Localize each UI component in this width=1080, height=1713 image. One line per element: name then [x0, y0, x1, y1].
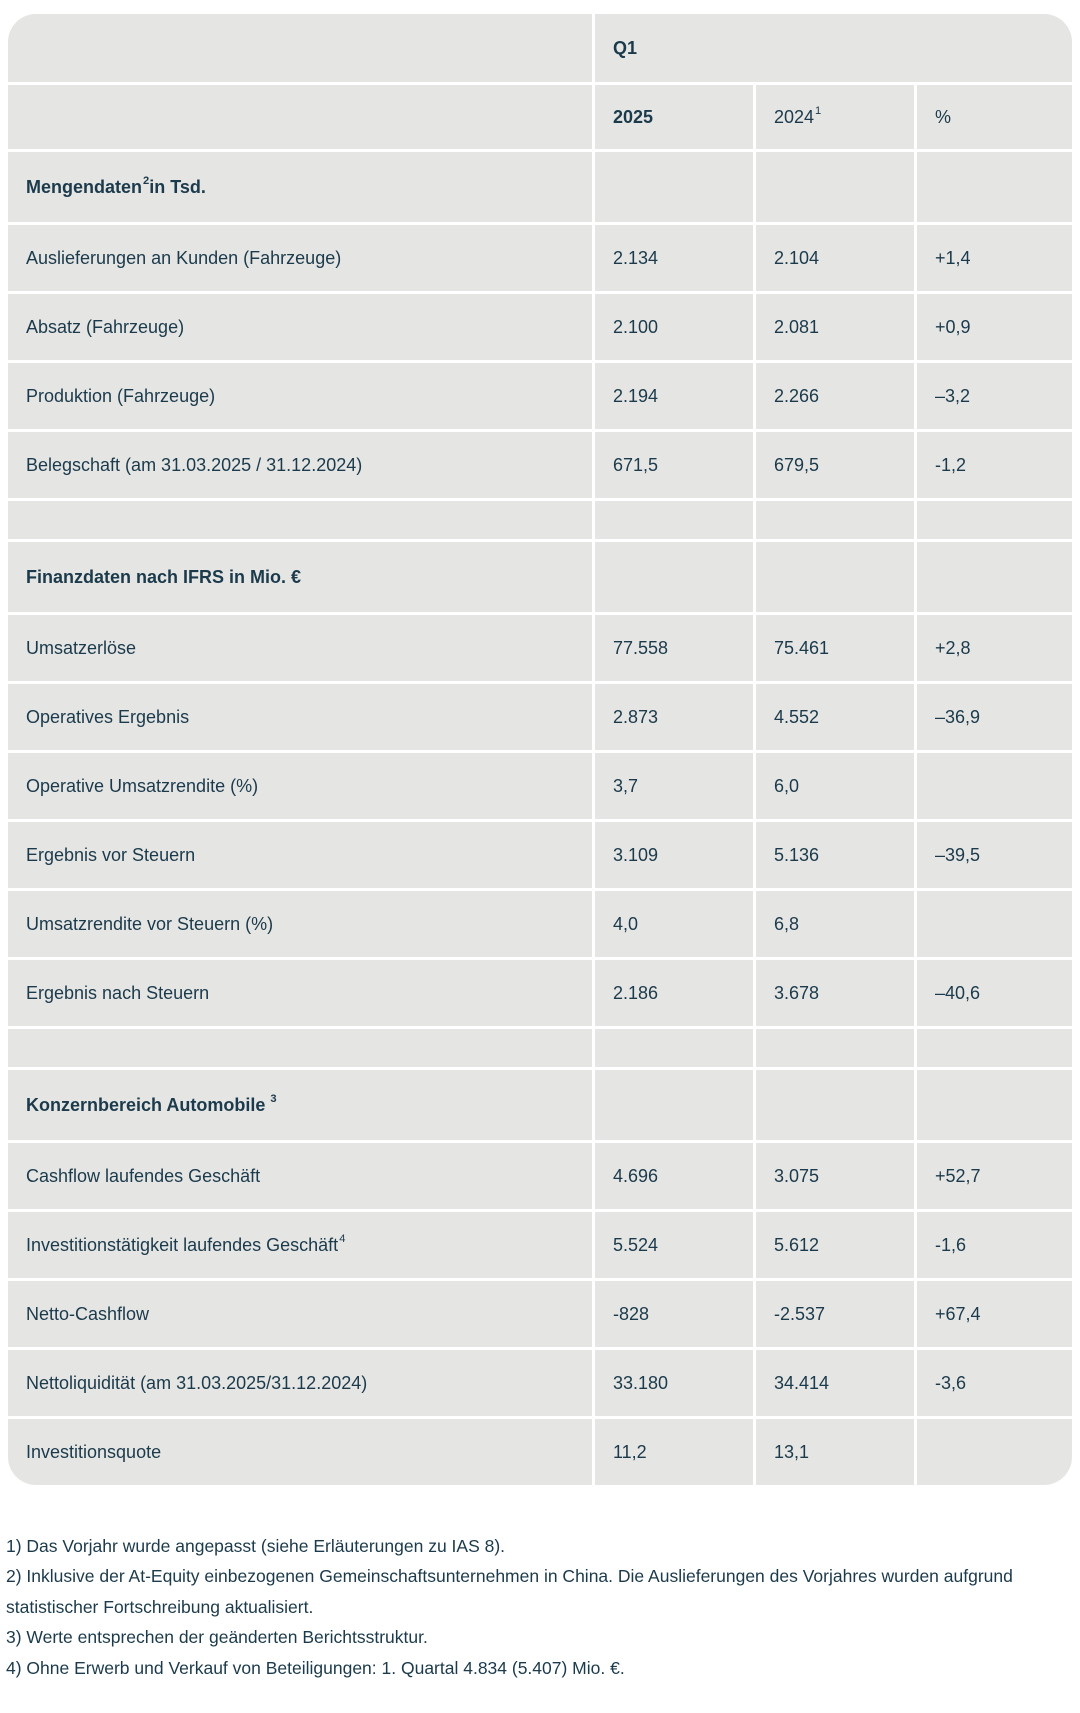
- year-2024-text: 2024: [774, 106, 815, 127]
- value-percent: +52,7: [917, 1143, 1072, 1209]
- value-2025: 11,2: [595, 1419, 753, 1485]
- row-label: Investitionsquote: [8, 1419, 592, 1485]
- value-percent: +1,4: [917, 225, 1072, 291]
- footnote-2: 2) Inklusive der At-Equity einbezogenen Gemeinschaftsunternehmen in China. Die Auslieferungen des Vorjahres wurden aufgrund statistischer Fortschreibung aktualisiert.: [6, 1566, 1013, 1617]
- empty-cell: [595, 152, 753, 222]
- value-percent: -1,2: [917, 432, 1072, 498]
- value-2025: -828: [595, 1281, 753, 1347]
- value-percent: [917, 753, 1072, 819]
- value-2025: 2.134: [595, 225, 753, 291]
- value-percent: –39,5: [917, 822, 1072, 888]
- spacer-cell: [917, 1029, 1072, 1067]
- row-label: Cashflow laufendes Geschäft: [8, 1143, 592, 1209]
- value-2024: 3.678: [756, 960, 914, 1026]
- value-2025: 33.180: [595, 1350, 753, 1416]
- empty-cell: [595, 1070, 753, 1140]
- row-label: Belegschaft (am 31.03.2025 / 31.12.2024): [8, 432, 592, 498]
- spacer-cell: [595, 1029, 753, 1067]
- value-2025: 3.109: [595, 822, 753, 888]
- year-2025-header: 2025: [595, 85, 753, 149]
- row-label: Nettoliquidität (am 31.03.2025/31.12.2024): [8, 1350, 592, 1416]
- row-label: Operative Umsatzrendite (%): [8, 753, 592, 819]
- value-2024: 75.461: [756, 615, 914, 681]
- value-percent: +67,4: [917, 1281, 1072, 1347]
- value-2024: 2.081: [756, 294, 914, 360]
- value-2025: 77.558: [595, 615, 753, 681]
- empty-cell: [917, 1070, 1072, 1140]
- percent-header: %: [917, 85, 1072, 149]
- spacer-cell: [756, 1029, 914, 1067]
- row-label: Auslieferungen an Kunden (Fahrzeuge): [8, 225, 592, 291]
- empty-cell: [756, 1070, 914, 1140]
- value-percent: [917, 1419, 1072, 1485]
- value-2024: -2.537: [756, 1281, 914, 1347]
- value-2025: 2.100: [595, 294, 753, 360]
- section-label: Konzernbereich Automobile: [26, 1094, 266, 1115]
- section-header: Finanzdaten nach IFRS in Mio. €: [8, 542, 592, 612]
- value-percent: -1,6: [917, 1212, 1072, 1278]
- section-suffix: in Tsd.: [149, 176, 206, 197]
- value-2024: 2.266: [756, 363, 914, 429]
- value-2024: 5.612: [756, 1212, 914, 1278]
- value-percent: –3,2: [917, 363, 1072, 429]
- section-header: Konzernbereich Automobile $^3$: [8, 1070, 592, 1140]
- spacer-cell: [756, 501, 914, 539]
- financial-summary-table: [8, 14, 1072, 1485]
- footnote-4: 4) Ohne Erwerb und Verkauf von Beteiligungen: 1. Quartal 4.834 (5.407) Mio. €.: [6, 1657, 625, 1678]
- value-2024: 2.104: [756, 225, 914, 291]
- period-header: Q1: [595, 14, 1072, 82]
- value-percent: –36,9: [917, 684, 1072, 750]
- row-label: Ergebnis nach Steuern: [8, 960, 592, 1026]
- value-2024: 34.414: [756, 1350, 914, 1416]
- value-2025: 5.524: [595, 1212, 753, 1278]
- value-2025: 2.194: [595, 363, 753, 429]
- value-percent: +2,8: [917, 615, 1072, 681]
- empty-cell: [917, 542, 1072, 612]
- value-2024: 3.075: [756, 1143, 914, 1209]
- footnote-3: 3) Werte entsprechen der geänderten Berichtsstruktur.: [6, 1627, 428, 1648]
- section-header: Mengendaten $^2$ in Tsd.: [8, 152, 592, 222]
- row-label: Umsatzrendite vor Steuern (%): [8, 891, 592, 957]
- spacer-cell: [595, 501, 753, 539]
- empty-cell: [595, 542, 753, 612]
- value-2024: 13,1: [756, 1419, 914, 1485]
- row-label-text: Investitionstätigkeit laufendes Geschäft: [26, 1234, 339, 1255]
- row-label: Operatives Ergebnis: [8, 684, 592, 750]
- value-2025: 2.186: [595, 960, 753, 1026]
- value-percent: +0,9: [917, 294, 1072, 360]
- value-percent: [917, 891, 1072, 957]
- row-label: Investitionstätigkeit laufendes Geschäft $^4$: [8, 1212, 592, 1278]
- year-2024-header: 2024 $^1$: [756, 85, 914, 149]
- spacer-cell: [917, 501, 1072, 539]
- value-2024: 679,5: [756, 432, 914, 498]
- report-page: [0, 14, 1080, 1683]
- value-2025: 671,5: [595, 432, 753, 498]
- value-2024: 5.136: [756, 822, 914, 888]
- value-2024: 6,8: [756, 891, 914, 957]
- value-2025: 3,7: [595, 753, 753, 819]
- row-label: Netto-Cashflow: [8, 1281, 592, 1347]
- value-2024: 6,0: [756, 753, 914, 819]
- value-2025: 4.696: [595, 1143, 753, 1209]
- empty-cell: [756, 152, 914, 222]
- row-label: Absatz (Fahrzeuge): [8, 294, 592, 360]
- empty-cell: [917, 152, 1072, 222]
- value-2025: 4,0: [595, 891, 753, 957]
- row-label: Ergebnis vor Steuern: [8, 822, 592, 888]
- footnotes: [6, 1531, 1066, 1683]
- value-percent: -3,6: [917, 1350, 1072, 1416]
- corner-empty-cell: [8, 14, 592, 82]
- footnote-1: 1) Das Vorjahr wurde angepasst (siehe Erläuterungen zu IAS 8).: [6, 1536, 506, 1556]
- row-label: Umsatzerlöse: [8, 615, 592, 681]
- spacer-cell: [8, 1029, 592, 1067]
- spacer-cell: [8, 501, 592, 539]
- value-percent: –40,6: [917, 960, 1072, 1026]
- section-label: Mengendaten: [26, 176, 143, 197]
- value-2025: 2.873: [595, 684, 753, 750]
- empty-cell: [8, 85, 592, 149]
- row-label: Produktion (Fahrzeuge): [8, 363, 592, 429]
- value-2024: 4.552: [756, 684, 914, 750]
- empty-cell: [756, 542, 914, 612]
